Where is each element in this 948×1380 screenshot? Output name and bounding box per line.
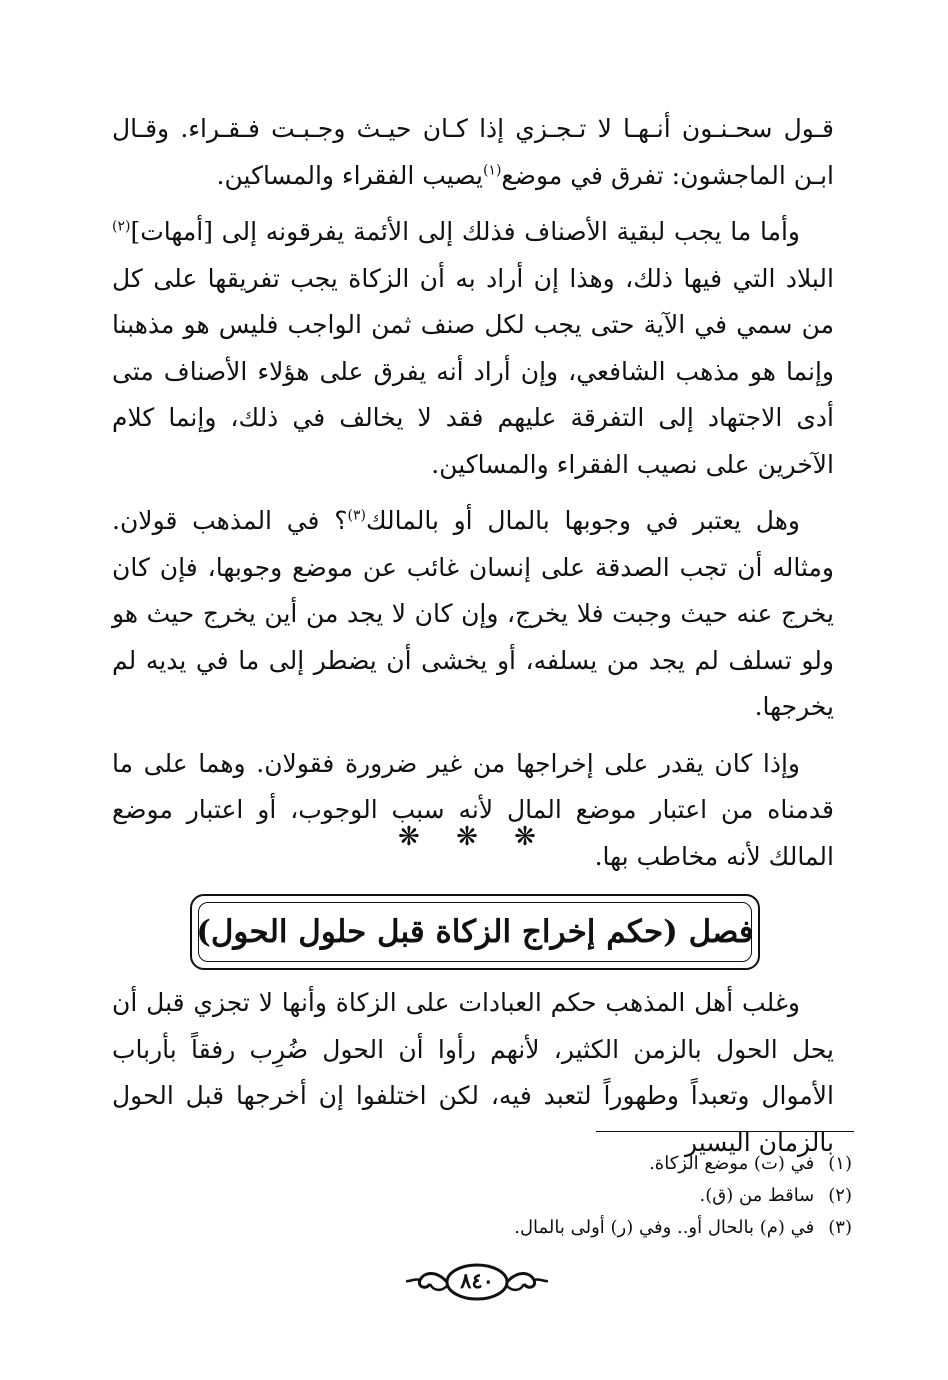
footnote-1: (١) في (ت) موضع الزكاة. bbox=[649, 1153, 852, 1174]
paragraph-1: قـول سحـنـون أنـهـا لا تـجـزي إذا كـان حيـث وجـبـت فـقـراء. وقـال ابـن الماجشون: تفرق في موضع$^{(١)}$يصيب الفقراء والمساكين. bbox=[112, 114, 834, 190]
footnote-ref-2: (٢) bbox=[112, 218, 131, 235]
section-heading-frame bbox=[190, 894, 760, 970]
section-text-block bbox=[112, 980, 834, 1166]
paragraph-3: وهل يعتبر في وجوبها بالمال أو بالمالك$^{(٣)}$؟ في المذهب قولان. ومثاله أن تجب الصدقة على إنسان غائب عن موضع وجوبها، فإن كان يخرج عنه حيث وجبت فلا يخرج، وإن كان لا يجد من أين يخرج حيث هو ولو تسلف لم يجد من يسلفه، أو يخشى أن يضطر إلى ما في يديه لم يخرجها. bbox=[112, 506, 834, 721]
main-text-block bbox=[112, 106, 834, 880]
paragraph-2: وأما ما يجب لبقية الأصناف فذلك إلى الأئمة يفرقونه إلى [أمهات]$^{(٢)}$ البلاد التي فيها ذلك، وهذا إن أراد به أن الزكاة يجب تفريقها على كل من سمي في الآية حتى يجب لكل صنف ثمن الواجب فليس هو مذهبنا وإنما هو مذهب الشافعي، وإن أراد أنه يفرق على هؤلاء الأصناف متى أدى الاجتهاد إلى التفرقة عليهم فقد لا يخالف في ذلك، وإنما كلام الآخرين على نصيب الفقراء والمساكين. bbox=[112, 217, 834, 479]
page-number-ornament bbox=[404, 1260, 550, 1304]
footnotes bbox=[252, 1148, 852, 1244]
section-title: فصل (حكم إخراج الزكاة قبل حلول الحول) bbox=[196, 914, 754, 950]
section-separator-ornament: ❋ ❋ ❋ bbox=[398, 822, 550, 852]
paragraph-4: وإذا كان يقدر على إخراجها من غير ضرورة فقولان. وهما على ما قدمناه من اعتبار موضع المال لأنه سبب الوجوب، أو اعتبار موضع المالك لأنه مخاطب بها. bbox=[112, 748, 835, 871]
footnote-divider bbox=[596, 1131, 854, 1132]
page-number: ٨٤٠ bbox=[460, 1268, 494, 1293]
paragraph-5: وغلب أهل المذهب حكم العبادات على الزكاة وأنها لا تجزي قبل أن يحل الحول بالزمن الكثير، لأنهم رأوا أن الحول ضُرِب رفقاً بأرباب الأموال وتعبداً وطهوراً لتعبد فيه، لكن اختلفوا إن أخرجها قبل الحول بالزمان اليسير bbox=[112, 988, 834, 1157]
footnote-2: (٢) ساقط من (ق). bbox=[699, 1185, 852, 1206]
footnote-3: (٣) في (م) بالحال أو.. وفي (ر) أولى بالمال. bbox=[514, 1217, 852, 1238]
footnote-ref-3: (٣) bbox=[347, 507, 366, 524]
footnote-ref-1: (١) bbox=[482, 162, 502, 179]
